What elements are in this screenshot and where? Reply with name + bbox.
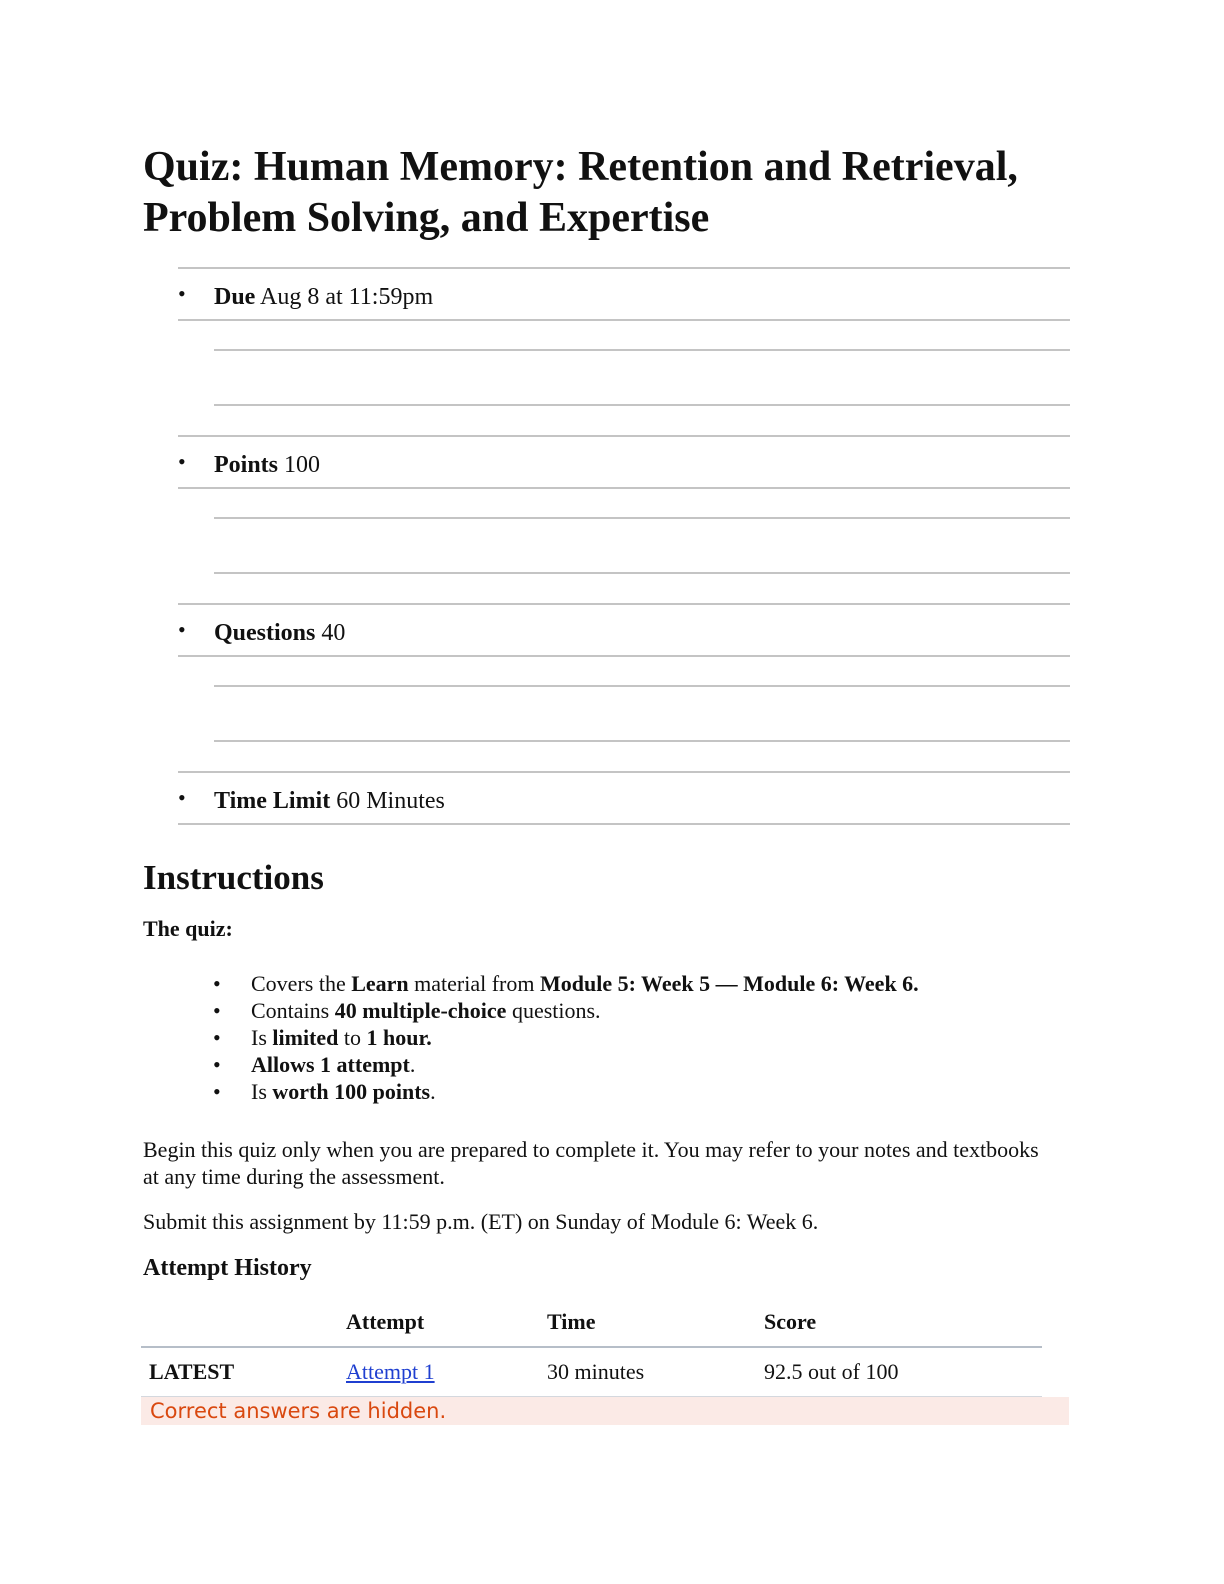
questions-value: 40 bbox=[321, 620, 346, 646]
column-header-label bbox=[141, 1298, 346, 1347]
bullet-icon: • bbox=[213, 971, 221, 996]
answers-hidden-notice: Correct answers are hidden. bbox=[141, 1397, 1069, 1425]
divider bbox=[214, 349, 1070, 351]
points-value: 100 bbox=[284, 452, 321, 478]
list-item: • Is limited to 1 hour. bbox=[213, 1025, 432, 1050]
bullet-icon: • bbox=[178, 785, 186, 810]
column-header-time: Time bbox=[547, 1298, 764, 1347]
detail-spacer bbox=[178, 657, 1070, 771]
divider bbox=[214, 740, 1070, 742]
column-header-attempt: Attempt bbox=[346, 1298, 547, 1347]
instructions-heading: Instructions bbox=[143, 858, 324, 897]
list-item: • Contains 40 multiple-choice questions. bbox=[213, 998, 601, 1023]
detail-questions bbox=[178, 603, 1070, 657]
quiz-rules-list bbox=[213, 970, 919, 1105]
detail-spacer bbox=[178, 489, 1070, 603]
bullet-icon: • bbox=[213, 1079, 221, 1104]
bullet-icon: • bbox=[178, 617, 186, 642]
attempt-history-table bbox=[141, 1298, 1042, 1398]
list-item: • Allows 1 attempt. bbox=[213, 1052, 416, 1077]
detail-time-limit bbox=[178, 771, 1070, 825]
bullet-icon: • bbox=[178, 449, 186, 474]
detail-due bbox=[178, 267, 1070, 321]
deadline-paragraph: Submit this assignment by 11:59 p.m. (ET) on Sunday of Module 6: Week 6. bbox=[143, 1209, 819, 1234]
divider bbox=[214, 572, 1070, 574]
prepare-paragraph: Begin this quiz only when you are prepared to complete it. You may refer to your notes and textbooks at any time during the assessment. bbox=[143, 1137, 1039, 1189]
table-row bbox=[141, 1347, 1042, 1397]
bullet-icon: • bbox=[213, 998, 221, 1023]
attempt-score: 92.5 out of 100 bbox=[764, 1347, 1042, 1397]
page-title: Quiz: Human Memory: Retention and Retrieval, Problem Solving, and Expertise bbox=[143, 144, 1018, 241]
questions-label: Questions bbox=[214, 620, 316, 646]
bullet-icon: • bbox=[213, 1052, 221, 1077]
time-limit-value: 60 Minutes bbox=[336, 788, 445, 814]
column-header-score: Score bbox=[764, 1298, 1042, 1347]
divider bbox=[214, 517, 1070, 519]
bullet-icon: • bbox=[178, 281, 186, 306]
divider bbox=[214, 404, 1070, 406]
bullet-icon: • bbox=[213, 1025, 221, 1050]
detail-points bbox=[178, 435, 1070, 489]
list-item: • Covers the Learn material from Module 5: Week 5 — Module 6: Week 6. bbox=[213, 971, 919, 996]
attempt-history-heading: Attempt History bbox=[143, 1255, 312, 1281]
detail-spacer bbox=[178, 321, 1070, 435]
quiz-details-list bbox=[178, 267, 1070, 825]
table-header-row bbox=[141, 1298, 1042, 1347]
points-label: Points bbox=[214, 452, 279, 478]
attempt-1-link[interactable]: Attempt 1 bbox=[346, 1359, 435, 1384]
due-label: Due bbox=[214, 284, 256, 310]
divider bbox=[214, 685, 1070, 687]
due-value: Aug 8 at 11:59pm bbox=[260, 284, 434, 310]
latest-label: LATEST bbox=[141, 1347, 346, 1397]
attempt-time: 30 minutes bbox=[547, 1347, 764, 1397]
time-limit-label: Time Limit bbox=[214, 788, 331, 814]
list-item: • Is worth 100 points. bbox=[213, 1079, 436, 1104]
quiz-label: The quiz: bbox=[143, 916, 233, 941]
